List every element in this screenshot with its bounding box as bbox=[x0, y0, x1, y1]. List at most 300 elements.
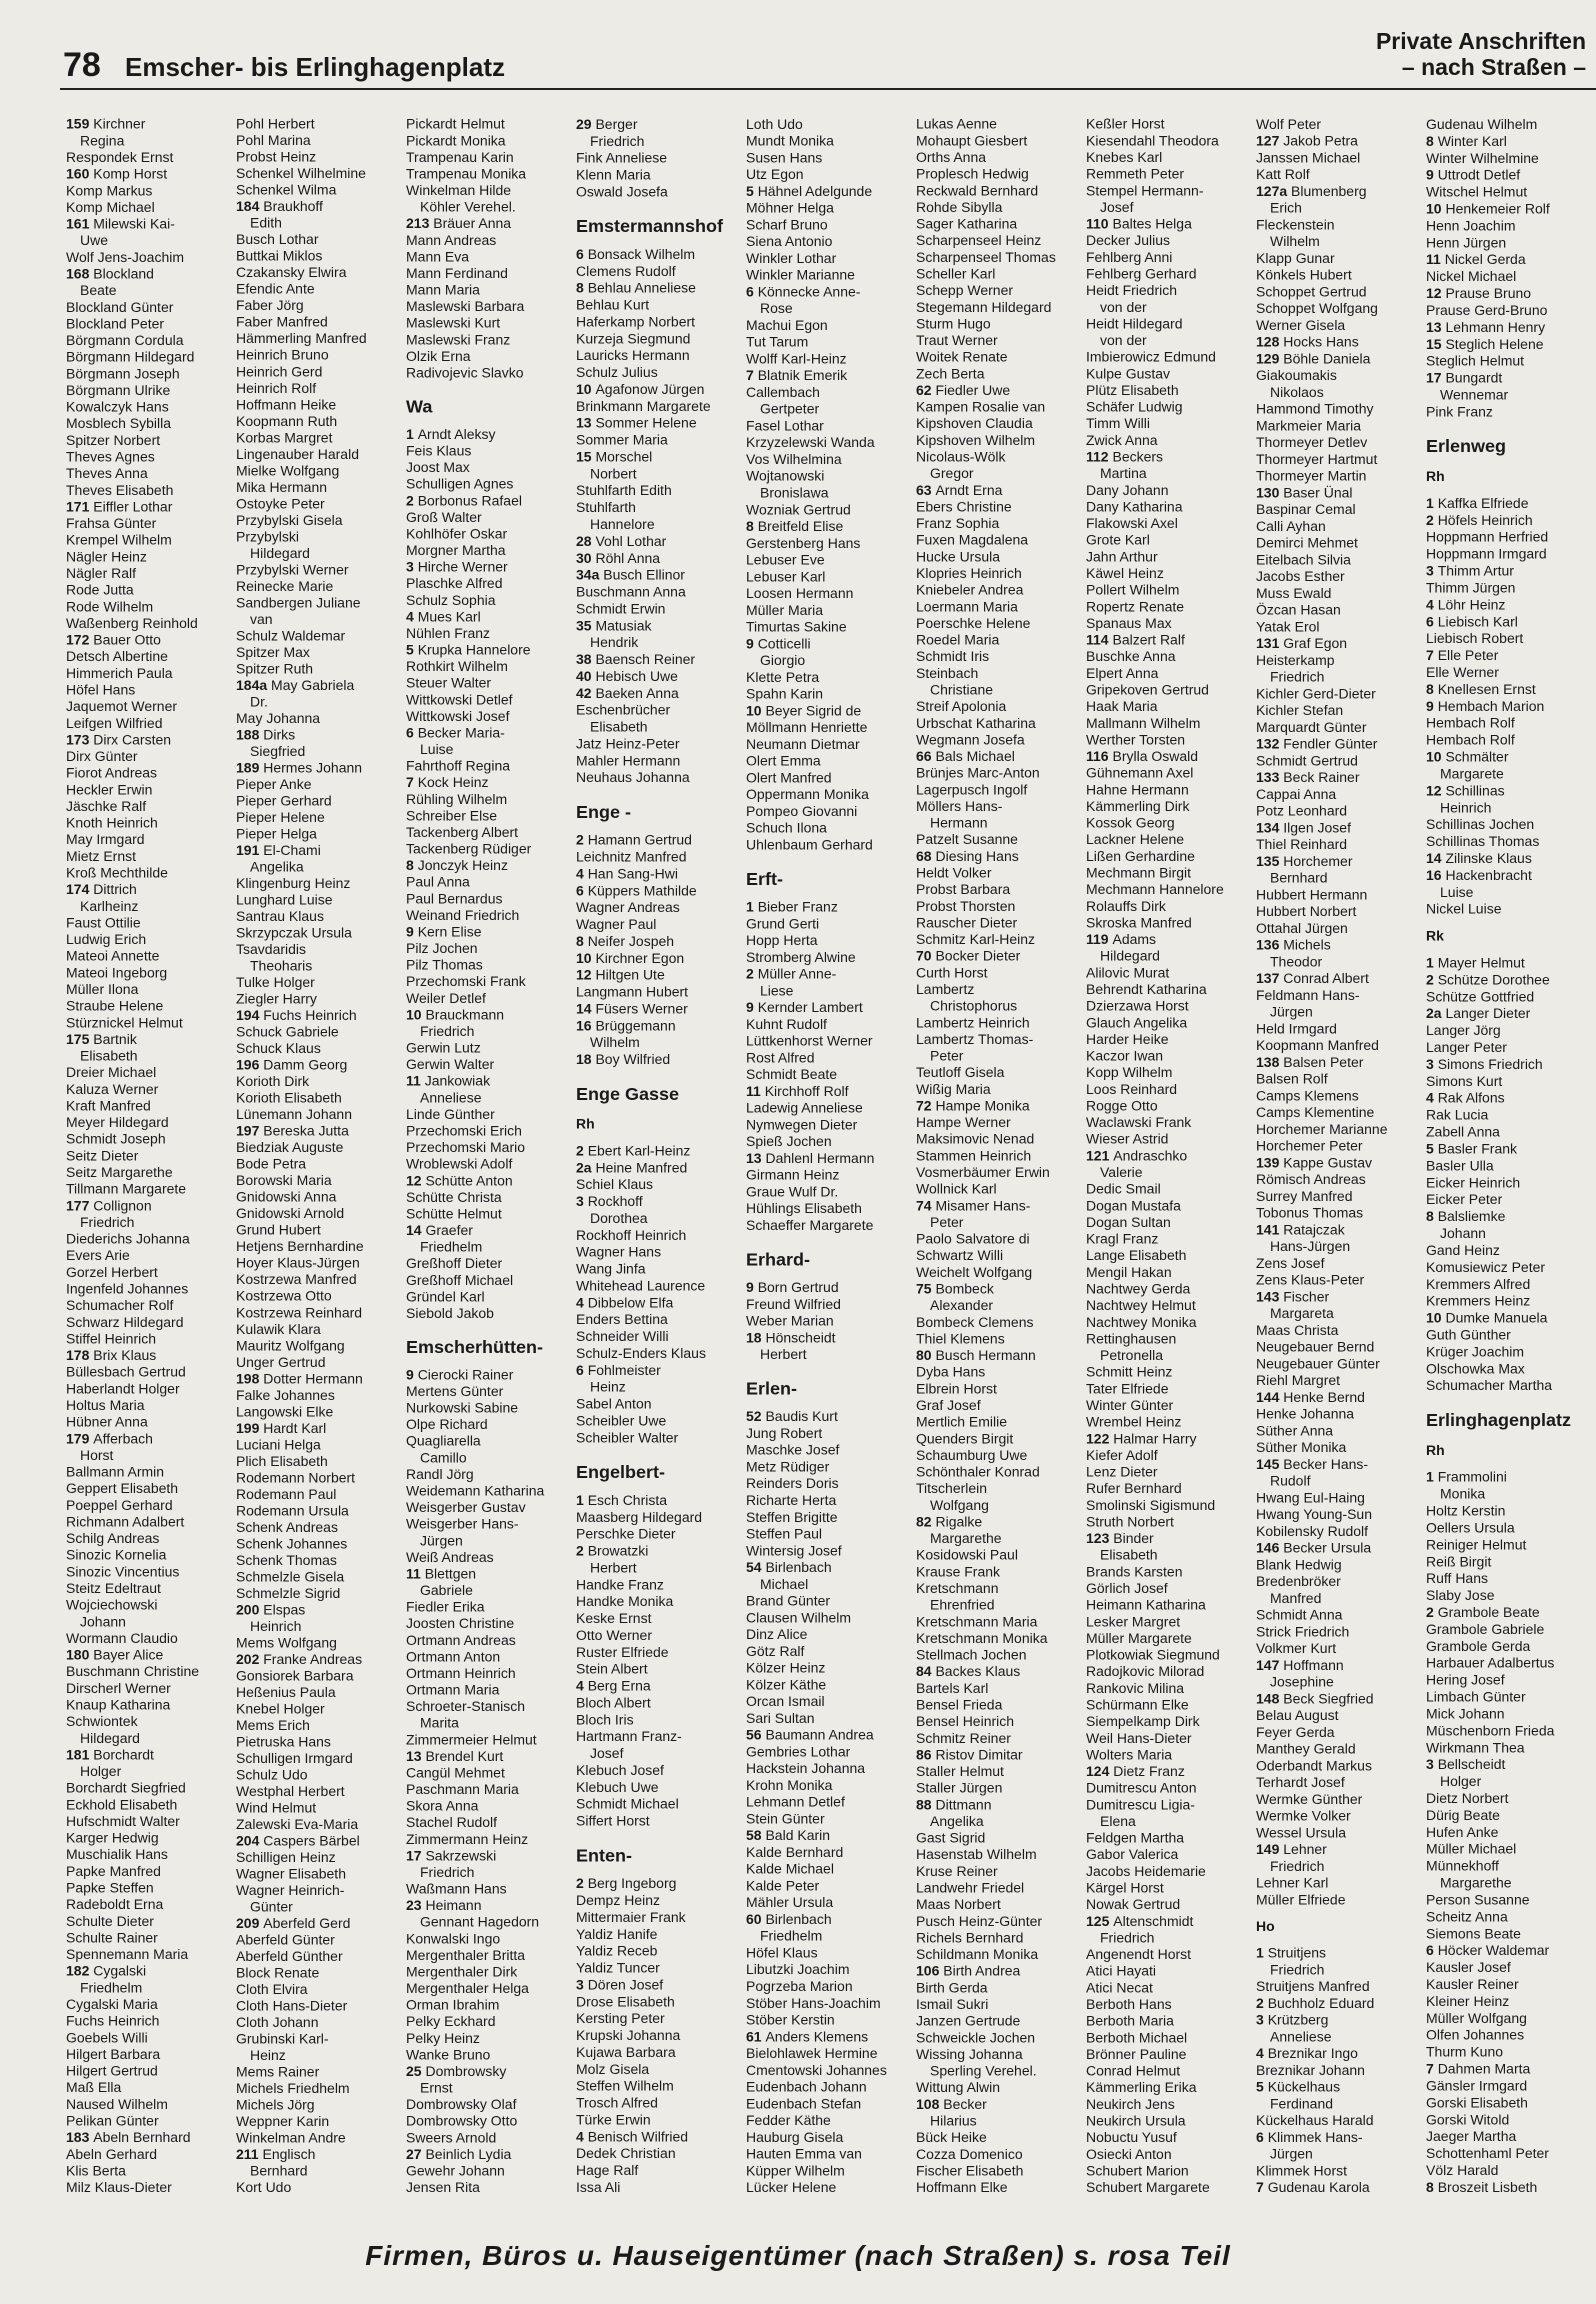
resident-name: Fiedler Erika bbox=[406, 1598, 485, 1615]
listing-entry bbox=[66, 332, 226, 349]
resident-name: Mann Maria bbox=[406, 281, 480, 298]
listing-entry bbox=[1256, 1289, 1416, 1306]
resident-name: Hämmerling Manfred bbox=[236, 330, 367, 347]
listing-entry bbox=[66, 449, 226, 466]
resident-name: Feyer Gerda bbox=[1256, 1724, 1335, 1740]
listing-entry bbox=[1426, 1039, 1586, 1056]
listing-entry bbox=[1086, 499, 1246, 516]
listing-entry bbox=[1426, 1722, 1586, 1739]
resident-name: Margarethe bbox=[930, 1530, 1002, 1547]
resident-name: Luise bbox=[1440, 883, 1474, 900]
listing-entry bbox=[1086, 532, 1246, 549]
listing-entry bbox=[66, 782, 226, 799]
resident-name: Holtus Maria bbox=[66, 1397, 145, 1413]
listing-entry bbox=[746, 434, 906, 451]
resident-name: Hubbert Norbert bbox=[1256, 903, 1357, 920]
resident-name: Heßenius Paula bbox=[236, 1684, 336, 1700]
resident-name: Dürig Beate bbox=[1426, 1806, 1500, 1823]
listing-entry bbox=[1256, 133, 1416, 150]
resident-name: Straube Helene bbox=[66, 997, 164, 1014]
listing-entry bbox=[746, 636, 906, 653]
listing-entry bbox=[1426, 1892, 1586, 1909]
listing-entry bbox=[576, 849, 736, 866]
resident-name: Steffen Paul bbox=[746, 1525, 823, 1542]
resident-name: Maas Christa bbox=[1256, 1322, 1339, 1338]
house-number: 209 bbox=[236, 1915, 264, 1931]
resident-name: Wagner Andreas bbox=[576, 899, 680, 916]
resident-name: Schneider Willi bbox=[576, 1328, 669, 1345]
listing-entry bbox=[236, 1833, 396, 1850]
listing-entry bbox=[1086, 549, 1246, 566]
house-number: 136 bbox=[1256, 936, 1284, 953]
listing-entry bbox=[406, 1964, 566, 1981]
listing-entry bbox=[576, 1762, 736, 1779]
house-number: 197 bbox=[236, 1123, 264, 1139]
listing-entry bbox=[576, 1627, 736, 1644]
resident-name: Mann Andreas bbox=[406, 232, 497, 248]
resident-name: Ziegler Harry bbox=[236, 990, 317, 1007]
resident-name: Wrembel Heinz bbox=[1086, 1413, 1182, 1430]
resident-name: Norbert bbox=[590, 465, 637, 482]
resident-name: Beinlich Lydia bbox=[425, 2146, 512, 2162]
listing-entry bbox=[1256, 1322, 1416, 1339]
resident-name: Dogan Mustafa bbox=[1086, 1197, 1181, 1214]
resident-name: Morgner Martha bbox=[406, 542, 506, 558]
resident-name: Olzik Erna bbox=[406, 348, 471, 364]
resident-name: Sommer Maria bbox=[576, 431, 668, 448]
listing-entry bbox=[236, 2081, 396, 2098]
resident-name: Ortmann Maria bbox=[406, 1681, 500, 1698]
listing-entry bbox=[576, 1509, 736, 1526]
listing-continuation bbox=[746, 300, 906, 317]
resident-name: Kückelhaus Harald bbox=[1256, 2112, 1374, 2128]
house-number: 7 bbox=[746, 367, 758, 384]
listing-entry bbox=[66, 615, 226, 632]
resident-name: Cmentowski Johannes bbox=[746, 2061, 887, 2078]
resident-name: Hage Ralf bbox=[576, 2162, 639, 2179]
listing-entry bbox=[236, 974, 396, 991]
house-number: 8 bbox=[746, 518, 758, 534]
resident-name: Maslewski Barbara bbox=[406, 298, 525, 315]
listing-continuation bbox=[1426, 1486, 1586, 1503]
resident-name: Berger bbox=[595, 116, 638, 132]
resident-name: Yaldiz Hanife bbox=[576, 1925, 658, 1942]
resident-name: Handke Monika bbox=[576, 1593, 674, 1610]
house-number: 8 bbox=[1426, 132, 1438, 149]
listing-entry bbox=[66, 299, 226, 316]
listing-entry bbox=[576, 314, 736, 331]
resident-name: Kostrzewa Otto bbox=[236, 1288, 332, 1304]
listing-entry bbox=[1426, 1604, 1586, 1621]
listing-entry bbox=[1426, 2044, 1586, 2061]
resident-name: Wolf Jens-Joachim bbox=[66, 249, 185, 265]
resident-name: Dumke Manuela bbox=[1445, 1309, 1548, 1326]
resident-name: Zimmermeier Helmut bbox=[406, 1731, 537, 1748]
resident-name: Müller Michael bbox=[1426, 1840, 1517, 1857]
resident-name: Machui Egon bbox=[746, 317, 828, 333]
resident-name: Kalde Peter bbox=[746, 1877, 820, 1894]
house-number: 4 bbox=[406, 608, 418, 625]
listing-entry bbox=[746, 619, 906, 636]
house-number: 8 bbox=[406, 857, 418, 874]
resident-name: Mechmann Hannelore bbox=[1086, 881, 1224, 898]
listing-entry bbox=[406, 542, 566, 559]
resident-name: Bronislawa bbox=[760, 484, 829, 501]
listing-entry bbox=[916, 482, 1076, 499]
resident-name: Jacobs Esther bbox=[1256, 568, 1345, 585]
resident-name: Berg Erna bbox=[587, 1677, 651, 1694]
listing-continuation bbox=[66, 1447, 226, 1464]
listing-entry bbox=[916, 2146, 1076, 2163]
resident-name: Camillo bbox=[420, 1449, 467, 1466]
listing-entry bbox=[406, 1815, 566, 1832]
resident-name: Cloth Johann bbox=[236, 2014, 319, 2031]
listing-entry bbox=[1426, 546, 1586, 563]
house-number: 130 bbox=[1256, 484, 1284, 501]
resident-name: Korioth Dirk bbox=[236, 1073, 310, 1090]
listing-entry bbox=[1256, 485, 1416, 502]
house-number: 171 bbox=[66, 498, 94, 515]
resident-name: Caspers Bärbel bbox=[263, 1832, 360, 1849]
resident-name: Timurtas Sakine bbox=[746, 618, 847, 635]
resident-name: Klimmek Hans- bbox=[1267, 2128, 1363, 2145]
resident-name: Müschenborn Frieda bbox=[1426, 1722, 1555, 1739]
house-number: 16 bbox=[1426, 866, 1446, 883]
resident-name: Bombeck bbox=[935, 1280, 994, 1297]
listing-entry bbox=[746, 1861, 906, 1878]
resident-name: Schenkel Wilhelmine bbox=[236, 165, 366, 182]
resident-name: Weppner Karin bbox=[236, 2113, 330, 2130]
resident-name: Markmeier Maria bbox=[1256, 417, 1362, 434]
house-number: 177 bbox=[66, 1197, 94, 1214]
listing-entry bbox=[746, 367, 906, 384]
resident-name: Lambertz Heinrich bbox=[916, 1014, 1030, 1031]
listing-entry bbox=[746, 915, 906, 932]
listing-entry bbox=[1086, 1896, 1246, 1913]
listing-entry bbox=[66, 1431, 226, 1448]
listing-entry bbox=[916, 1447, 1076, 1464]
resident-name: Reiniger Helmut bbox=[1426, 1536, 1527, 1553]
resident-name: Kostrzewa Reinhard bbox=[236, 1304, 363, 1321]
listing-entry bbox=[1256, 1875, 1416, 1892]
house-number: 13 bbox=[406, 1748, 426, 1764]
listing-entry bbox=[66, 1497, 226, 1514]
resident-name: Woitek Renate bbox=[916, 348, 1008, 365]
listing-entry bbox=[406, 775, 566, 792]
listing-entry bbox=[1256, 150, 1416, 167]
listing-entry bbox=[1086, 2030, 1246, 2047]
listing-entry bbox=[576, 1977, 736, 1994]
listing-entry bbox=[406, 332, 566, 349]
resident-name: Friedrich bbox=[420, 1864, 475, 1880]
resident-name: Mergenthaler Helga bbox=[406, 1980, 529, 1996]
listing-entry bbox=[1426, 664, 1586, 681]
resident-name: Weidemann Katharina bbox=[406, 1482, 545, 1499]
listing-entry bbox=[916, 865, 1076, 882]
resident-name: Wittkowski Josef bbox=[406, 708, 510, 724]
listing-entry bbox=[916, 615, 1076, 632]
listing-entry bbox=[66, 399, 226, 416]
listing-entry bbox=[236, 595, 396, 612]
listing-entry bbox=[1086, 1264, 1246, 1281]
resident-name: Halmar Harry bbox=[1113, 1430, 1197, 1447]
resident-name: Ortmann Anton bbox=[406, 1648, 501, 1665]
resident-name: Schwarz Hildegard bbox=[66, 1314, 184, 1330]
listing-entry bbox=[1426, 867, 1586, 884]
house-number: 7 bbox=[406, 774, 418, 791]
resident-name: Börgmann Joseph bbox=[66, 365, 180, 382]
resident-name: Baeken Anna bbox=[595, 684, 679, 701]
house-number: 123 bbox=[1086, 1530, 1114, 1547]
resident-name: Hackenbracht bbox=[1445, 866, 1532, 883]
listing-entry bbox=[406, 298, 566, 315]
listing-entry bbox=[66, 1397, 226, 1414]
resident-name: Buschmann Anna bbox=[576, 583, 686, 600]
listing-entry bbox=[236, 1321, 396, 1338]
resident-name: Scheitz Anna bbox=[1426, 1908, 1508, 1925]
listing-entry bbox=[916, 1331, 1076, 1348]
resident-name: Collignon bbox=[93, 1197, 152, 1214]
listing-entry bbox=[576, 449, 736, 466]
listing-entry bbox=[1256, 1808, 1416, 1825]
listing-entry bbox=[236, 1420, 396, 1437]
listing-entry bbox=[916, 449, 1076, 466]
resident-name: Bonsack Wilhelm bbox=[587, 246, 696, 262]
resident-name: Baudis Kurt bbox=[765, 1408, 838, 1425]
resident-name: Liebisch Robert bbox=[1426, 630, 1524, 647]
resident-name: Türke Erwin bbox=[576, 2111, 651, 2128]
house-number: 60 bbox=[746, 1911, 766, 1927]
house-number: 11 bbox=[406, 1073, 425, 1089]
resident-name: Wieser Astrid bbox=[1086, 1131, 1169, 1147]
listing-continuation bbox=[66, 898, 226, 915]
resident-name: Zabell Anna bbox=[1426, 1123, 1500, 1140]
listing-entry bbox=[66, 1231, 226, 1248]
resident-name: Seitz Dieter bbox=[66, 1147, 139, 1164]
page-number: 78 bbox=[63, 46, 101, 84]
listing-entry bbox=[746, 1727, 906, 1744]
listing-entry bbox=[406, 443, 566, 460]
resident-name: Schenk Thomas bbox=[236, 1552, 337, 1568]
house-number: 1 bbox=[1256, 1944, 1268, 1961]
resident-name: Dibbelow Elfa bbox=[587, 1294, 674, 1311]
listing-entry bbox=[236, 529, 396, 546]
listing-entry bbox=[1426, 1520, 1586, 1537]
resident-name: Busch Hermann bbox=[935, 1347, 1036, 1363]
resident-name: Plütz Elisabeth bbox=[1086, 382, 1179, 398]
street-heading: Enge Gasse bbox=[576, 1083, 680, 1104]
listing-entry bbox=[66, 998, 226, 1015]
resident-name: Witschel Helmut bbox=[1426, 183, 1528, 200]
resident-name: Eicker Peter bbox=[1426, 1191, 1503, 1208]
listing-entry bbox=[236, 199, 396, 216]
resident-name: Weber Marian bbox=[746, 1312, 834, 1329]
resident-name: Otto Werner bbox=[576, 1627, 652, 1643]
listing-entry bbox=[406, 1189, 566, 1206]
listing-continuation bbox=[236, 545, 396, 562]
house-number: 11 bbox=[406, 1565, 425, 1582]
resident-name: Han Sang-Hwi bbox=[587, 865, 678, 882]
listing-entry bbox=[746, 284, 906, 301]
resident-name: Wagner Elisabeth bbox=[236, 1865, 346, 1882]
resident-name: Goebels Willi bbox=[66, 2029, 148, 2046]
listing-continuation bbox=[236, 2163, 396, 2180]
listing-entry bbox=[576, 668, 736, 685]
resident-name: Calli Ayhan bbox=[1256, 518, 1326, 534]
listing-entry bbox=[66, 599, 226, 616]
listing-entry bbox=[746, 1200, 906, 1217]
listing-entry bbox=[236, 397, 396, 414]
resident-name: Arndt Erna bbox=[935, 482, 1003, 498]
resident-name: Muss Ewald bbox=[1256, 585, 1332, 601]
listing-entry bbox=[1426, 116, 1586, 133]
listing-entry bbox=[1426, 319, 1586, 336]
house-number: 3 bbox=[1426, 562, 1438, 579]
listing-entry bbox=[1256, 1389, 1416, 1406]
house-number: 13 bbox=[746, 1150, 766, 1166]
resident-name: Jakob Petra bbox=[1283, 132, 1358, 149]
listing-entry bbox=[1256, 267, 1416, 284]
resident-name: Elisabeth bbox=[80, 1047, 138, 1064]
listing-entry bbox=[1256, 1774, 1416, 1791]
listing-entry bbox=[576, 184, 736, 201]
listing-entry bbox=[576, 364, 736, 381]
listing-entry bbox=[916, 1863, 1076, 1880]
listing-entry bbox=[236, 1453, 396, 1470]
listing-continuation bbox=[1256, 384, 1416, 401]
listing-entry bbox=[1426, 1327, 1586, 1344]
listing-entry bbox=[916, 349, 1076, 366]
resident-name: Klimmek Horst bbox=[1256, 2162, 1348, 2179]
resident-name: Knebel Holger bbox=[236, 1700, 325, 1717]
resident-name: Zimmermann Heinz bbox=[406, 1831, 529, 1847]
resident-name: Günter bbox=[250, 1898, 293, 1915]
listing-entry bbox=[1426, 1174, 1586, 1191]
listing-entry bbox=[916, 1347, 1076, 1364]
resident-name: Gorzel Herbert bbox=[66, 1264, 158, 1280]
house-number: 159 bbox=[66, 116, 94, 132]
listing-entry bbox=[746, 518, 906, 535]
listing-entry bbox=[746, 1184, 906, 1201]
listing-entry bbox=[1086, 865, 1246, 882]
resident-name: Knebes Karl bbox=[1086, 149, 1163, 165]
resident-name: Lüttkenhorst Werner bbox=[746, 1032, 873, 1049]
resident-name: Steglich Helmut bbox=[1426, 352, 1525, 369]
resident-name: Höcker Waldemar bbox=[1437, 1942, 1550, 1959]
resident-name: Sari Sultan bbox=[746, 1710, 815, 1726]
listing-entry bbox=[1086, 266, 1246, 283]
resident-name: Tackenberg Albert bbox=[406, 824, 519, 840]
resident-name: Dinz Alice bbox=[746, 1626, 808, 1643]
listing-entry bbox=[916, 549, 1076, 566]
resident-name: Wolfgang bbox=[930, 1497, 989, 1513]
street-heading: Enten- bbox=[576, 1845, 632, 1866]
listing-entry bbox=[406, 924, 566, 941]
resident-name: Ruster Elfriede bbox=[576, 1643, 669, 1660]
listing-entry bbox=[916, 1580, 1076, 1597]
listing-entry bbox=[916, 848, 1076, 865]
resident-name: Spennemann Maria bbox=[66, 1946, 189, 1963]
listing-entry bbox=[746, 552, 906, 569]
listing-entry bbox=[406, 1947, 566, 1964]
listing-entry bbox=[1086, 482, 1246, 499]
listing-entry bbox=[746, 1760, 906, 1777]
house-number: 54 bbox=[746, 1559, 766, 1575]
listing-entry bbox=[916, 166, 1076, 183]
resident-name: Fiedler Uwe bbox=[935, 382, 1011, 398]
listing-entry bbox=[916, 2013, 1076, 2030]
resident-name: Hirche Werner bbox=[417, 558, 508, 575]
resident-name: Wind Helmut bbox=[236, 1799, 317, 1816]
listing-entry bbox=[236, 1486, 396, 1503]
resident-name: Beyer Sigrid de bbox=[765, 702, 862, 719]
listing-entry bbox=[406, 625, 566, 642]
resident-name: Bartnik bbox=[93, 1031, 137, 1047]
listing-entry bbox=[746, 703, 906, 720]
resident-name: Esch Christa bbox=[587, 1492, 668, 1508]
listing-entry bbox=[66, 1580, 226, 1597]
house-number: 179 bbox=[66, 1430, 94, 1447]
house-number: 5 bbox=[1256, 2078, 1268, 2095]
listing-entry bbox=[746, 1911, 906, 1928]
listing-entry bbox=[1256, 2179, 1416, 2196]
resident-name: Gudenau Wilhelm bbox=[1426, 116, 1538, 132]
resident-name: Balsen Peter bbox=[1283, 1054, 1364, 1070]
listing-entry bbox=[66, 1031, 226, 1048]
listing-entry bbox=[746, 1459, 906, 1476]
resident-name: Fiorot Andreas bbox=[66, 764, 158, 781]
listing-entry bbox=[576, 1644, 736, 1661]
resident-name: Pieper Gerhard bbox=[236, 792, 332, 809]
house-number: 84 bbox=[916, 1663, 936, 1680]
listing-entry bbox=[1086, 1397, 1246, 1414]
resident-name: Winkelman Andre bbox=[236, 2130, 346, 2146]
resident-name: Mallmann Wilhelm bbox=[1086, 715, 1201, 731]
listing-entry bbox=[1256, 1222, 1416, 1239]
listing-entry bbox=[1426, 1073, 1586, 1090]
listing-entry bbox=[66, 249, 226, 266]
listing-entry bbox=[746, 1330, 906, 1347]
house-number: 174 bbox=[66, 881, 94, 898]
resident-name: Kohlhöfer Oskar bbox=[406, 525, 508, 542]
resident-name: Löhr Heinz bbox=[1437, 596, 1506, 613]
resident-name: Mähler Ursula bbox=[746, 1894, 834, 1911]
listing-entry bbox=[916, 116, 1076, 133]
resident-name: Müller Wolfgang bbox=[1426, 2009, 1527, 2026]
resident-name: Kampen Rosalie van bbox=[916, 398, 1046, 415]
house-number: 12 bbox=[406, 1172, 426, 1189]
resident-name: Ladewig Anneliese bbox=[746, 1099, 863, 1116]
listing-entry bbox=[66, 1131, 226, 1148]
house-number: 27 bbox=[406, 2146, 426, 2162]
listing-entry bbox=[746, 585, 906, 602]
resident-name: Rettinghausen bbox=[1086, 1330, 1177, 1347]
listing-entry bbox=[1426, 1536, 1586, 1553]
resident-name: Sturm Hugo bbox=[916, 315, 991, 332]
resident-name: Hardt Karl bbox=[263, 1420, 327, 1436]
resident-name: Ebert Karl-Heinz bbox=[587, 1142, 691, 1159]
listing-entry bbox=[406, 559, 566, 576]
house-number: 3 bbox=[1426, 1055, 1438, 1072]
resident-name: Herbert bbox=[590, 1559, 637, 1576]
listing-entry bbox=[406, 1765, 566, 1782]
resident-name: Strick Friedrich bbox=[1256, 1623, 1350, 1640]
listing-entry bbox=[1256, 1456, 1416, 1473]
listing-entry bbox=[576, 2145, 736, 2162]
resident-name: Atici Necat bbox=[1086, 1979, 1153, 1996]
resident-name: Josef bbox=[1100, 199, 1134, 215]
resident-name: Horst bbox=[80, 1447, 114, 1463]
